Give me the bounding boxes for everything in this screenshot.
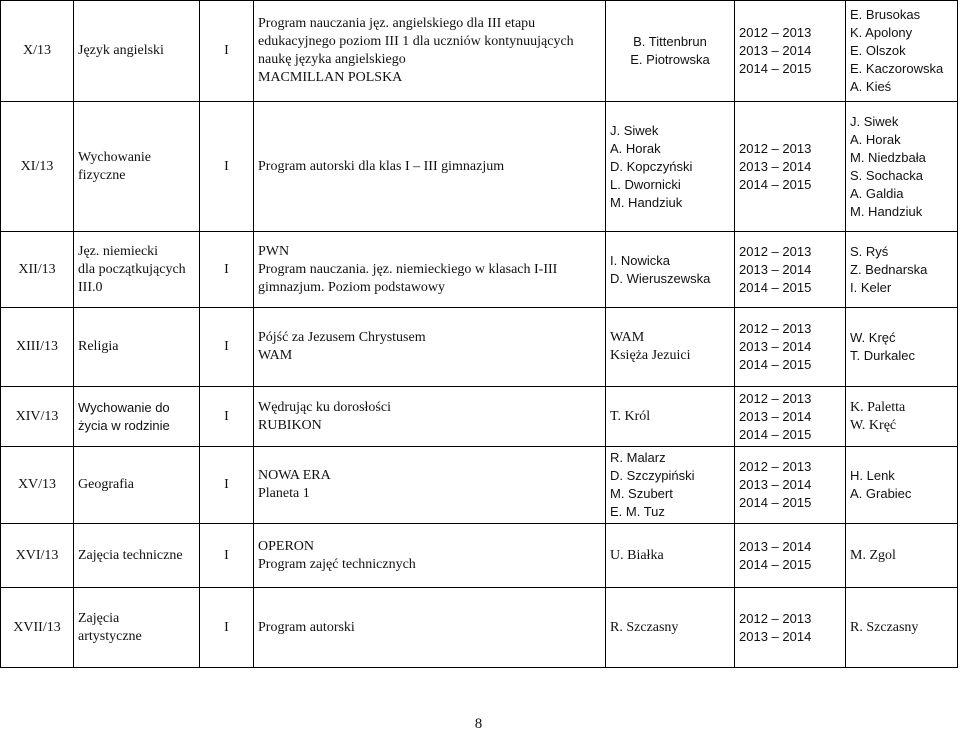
teachers-cell: E. Brusokas K. Apolony E. Olszok E. Kaczorowska A. Kieś <box>846 1 958 102</box>
years-cell: 2012 – 2013 2013 – 2014 <box>735 588 846 668</box>
teachers-cell: K. Paletta W. Kręć <box>846 387 958 447</box>
years-cell: 2012 – 2013 2013 – 2014 2014 – 2015 <box>735 387 846 447</box>
teachers-cell: S. Ryś Z. Bednarska I. Keler <box>846 232 958 308</box>
program-cell: Wędrując ku dorosłości RUBIKON <box>254 387 606 447</box>
authors-cell: B. Tittenbrun E. Piotrowska <box>606 1 735 102</box>
program-cell: Program autorski dla klas I – III gimnazjum <box>254 102 606 232</box>
teachers-cell: W. Kręć T. Durkalec <box>846 308 958 387</box>
class-cell: I <box>200 308 254 387</box>
program-cell: OPERON Program zajęć technicznych <box>254 524 606 588</box>
teachers-cell: H. Lenk A. Grabiec <box>846 447 958 524</box>
subject-cell: Zajęcia techniczne <box>74 524 200 588</box>
years-cell: 2012 – 2013 2013 – 2014 2014 – 2015 <box>735 102 846 232</box>
program-number-cell: XVI/13 <box>1 524 74 588</box>
subject-cell: Zajęcia artystyczne <box>74 588 200 668</box>
authors-cell: I. Nowicka D. Wieruszewska <box>606 232 735 308</box>
program-number-cell: X/13 <box>1 1 74 102</box>
authors-cell: R. Szczasny <box>606 588 735 668</box>
years-cell: 2012 – 2013 2013 – 2014 2014 – 2015 <box>735 447 846 524</box>
program-cell: NOWA ERA Planeta 1 <box>254 447 606 524</box>
subject-cell: Język angielski <box>74 1 200 102</box>
program-cell: Pójść za Jezusem Chrystusem WAM <box>254 308 606 387</box>
teachers-cell: J. Siwek A. Horak M. Niedzbała S. Sochacka A. Galdia M. Handziuk <box>846 102 958 232</box>
table-row <box>1 1 958 102</box>
program-cell: PWN Program nauczania. jęz. niemieckiego w klasach I-III gimnazjum. Poziom podstawowy <box>254 232 606 308</box>
class-cell: I <box>200 102 254 232</box>
teachers-cell: R. Szczasny <box>846 588 958 668</box>
program-number-cell: XV/13 <box>1 447 74 524</box>
years-cell: 2012 – 2013 2013 – 2014 2014 – 2015 <box>735 1 846 102</box>
program-cell: Program nauczania jęz. angielskiego dla III etapu edukacyjnego poziom III 1 dla uczniów kontynuujących naukę języka angielskiego MACMILLAN POLSKA <box>254 1 606 102</box>
subject-cell: Jęz. niemiecki dla początkujących III.0 <box>74 232 200 308</box>
authors-cell: T. Król <box>606 387 735 447</box>
program-number-cell: XI/13 <box>1 102 74 232</box>
years-cell: 2012 – 2013 2013 – 2014 2014 – 2015 <box>735 308 846 387</box>
authors-cell: WAM Księża Jezuici <box>606 308 735 387</box>
subject-cell: Wychowanie fizyczne <box>74 102 200 232</box>
table-row <box>1 102 958 232</box>
program-number-cell: XIII/13 <box>1 308 74 387</box>
years-cell: 2012 – 2013 2013 – 2014 2014 – 2015 <box>735 232 846 308</box>
class-cell: I <box>200 387 254 447</box>
program-number-cell: XIV/13 <box>1 387 74 447</box>
authors-cell: U. Białka <box>606 524 735 588</box>
class-cell: I <box>200 447 254 524</box>
authors-cell: R. Malarz D. Szczypiński M. Szubert E. M. Tuz <box>606 447 735 524</box>
class-cell: I <box>200 588 254 668</box>
class-cell: I <box>200 1 254 102</box>
table-row <box>1 308 958 387</box>
years-cell: 2013 – 2014 2014 – 2015 <box>735 524 846 588</box>
subject-cell: Geografia <box>74 447 200 524</box>
table-row <box>1 387 958 447</box>
teachers-cell: M. Zgol <box>846 524 958 588</box>
program-cell: Program autorski <box>254 588 606 668</box>
table-row <box>1 447 958 524</box>
program-number-cell: XVII/13 <box>1 588 74 668</box>
subject-cell: Religia <box>74 308 200 387</box>
class-cell: I <box>200 232 254 308</box>
table-row <box>1 588 958 668</box>
page-number: 8 <box>474 716 483 732</box>
table-row <box>1 524 958 588</box>
table-row <box>1 232 958 308</box>
class-cell: I <box>200 524 254 588</box>
authors-cell: J. Siwek A. Horak D. Kopczyński L. Dwornicki M. Handziuk <box>606 102 735 232</box>
subject-cell: Wychowanie do życia w rodzinie <box>74 387 200 447</box>
program-number-cell: XII/13 <box>1 232 74 308</box>
